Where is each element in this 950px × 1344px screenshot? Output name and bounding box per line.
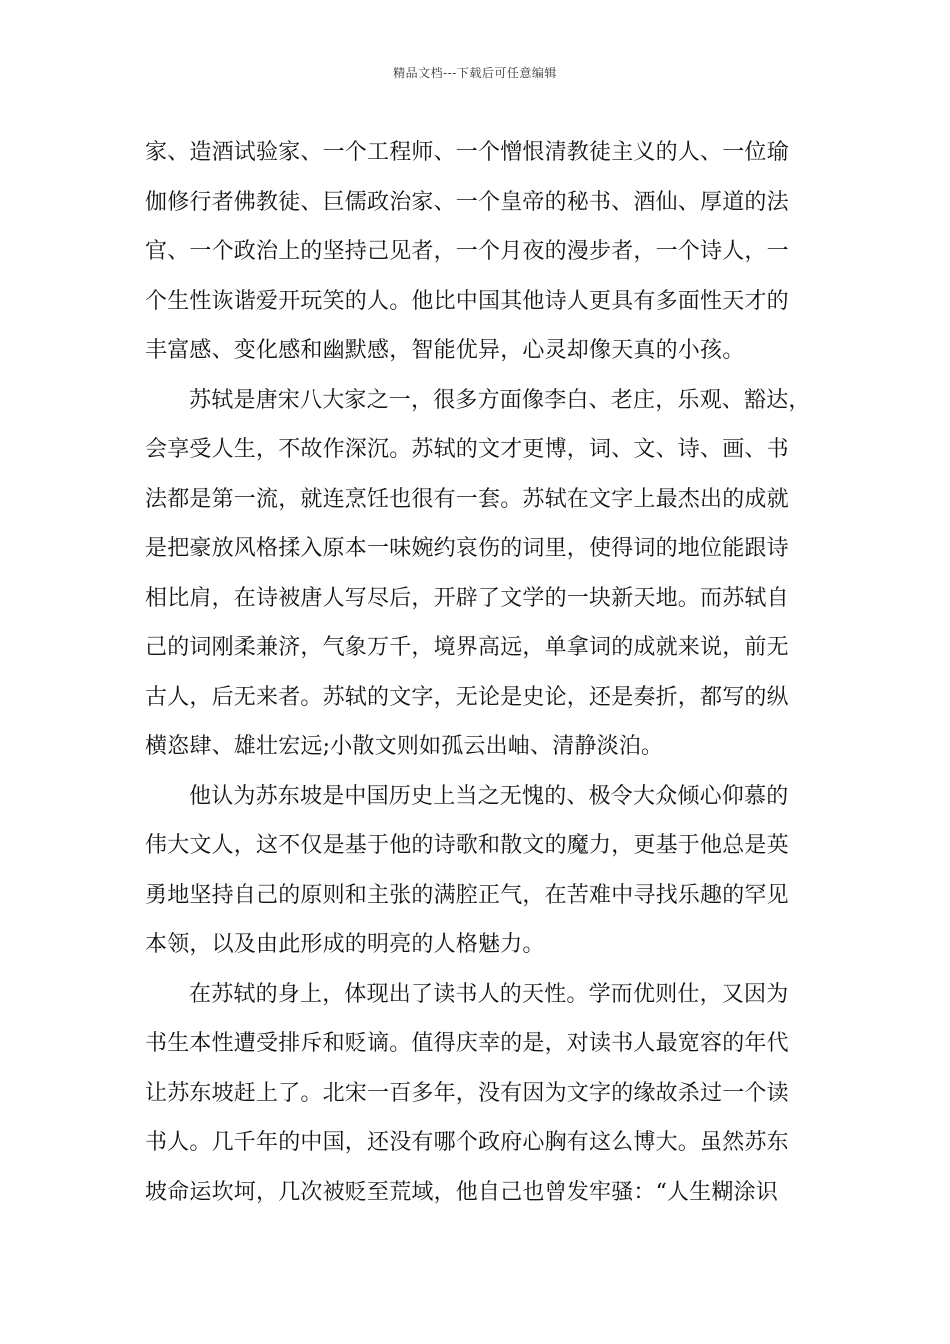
text-line: 家、造酒试验家、一个工程师、一个憎恨清教徒主义的人、一位瑜: [145, 140, 789, 165]
text-line: 古人，后无来者。苏轼的文字，无论是史论，还是奏折，都写的纵: [145, 684, 789, 710]
text-line: 伽修行者佛教徒、巨儒政治家、一个皇帝的秘书、酒仙、厚道的法: [145, 189, 789, 215]
text-line: 法都是第一流，就连烹饪也很有一套。苏轼在文字上最杰出的成就: [145, 486, 789, 512]
text-line: 书生本性遭受排斥和贬谪。值得庆幸的是，对读书人最宽容的年代: [145, 1031, 789, 1056]
text-line: 书人。几千年的中国，还没有哪个政府心胸有这么博大。虽然苏东: [145, 1130, 789, 1155]
text-line: 横恣肆、雄壮宏远;小散文则如孤云出岫、清静淡泊。: [145, 734, 664, 759]
text-line: 相比肩，在诗被唐人写尽后，开辟了文学的一块新天地。而苏轼自: [145, 585, 789, 611]
text-line: 丰富感、变化感和幽默感，智能优异，心灵却像天真的小孩。: [145, 338, 745, 363]
text-line: 是把豪放风格揉入原本一味婉约哀伤的词里，使得词的地位能跟诗: [145, 536, 789, 561]
text-line: 伟大文人，这不仅是基于他的诗歌和散文的魔力，更基于他总是英: [145, 833, 789, 858]
text-line: 官、一个政治上的坚持己见者，一个月夜的漫步者，一个诗人，一: [145, 239, 789, 264]
text-line: 会享受人生，不故作深沉。苏轼的文才更博，词、文、诗、画、书: [145, 437, 789, 462]
page-header: 精品文档---下载后可任意编辑: [393, 66, 557, 80]
paragraph: [145, 376, 811, 772]
document-body: [145, 128, 811, 1217]
text-line: 他认为苏东坡是中国历史上当之无愧的、极令大众倾心仰慕的: [189, 783, 789, 809]
text-line: 己的词刚柔兼济，气象万千，境界高远，单拿词的成就来说，前无: [145, 635, 789, 660]
paragraph: [145, 128, 807, 376]
paragraph: [145, 772, 807, 970]
text-line: 坡命运坎坷，几次被贬至荒域，他自己也曾发牢骚：“人生糊涂识: [145, 1179, 779, 1205]
text-line: 本领，以及由此形成的明亮的人格魅力。: [145, 932, 545, 957]
text-line: 在苏轼的身上，体现出了读书人的天性。学而优则仕，又因为: [189, 981, 789, 1007]
text-line: 苏轼是唐宋八大家之一，很多方面像李白、老庄，乐观、豁达，: [189, 387, 811, 413]
text-line: 让苏东坡赶上了。北宋一百多年，没有因为文字的缘故杀过一个读: [145, 1080, 789, 1106]
text-line: 个生性诙谐爱开玩笑的人。他比中国其他诗人更具有多面性天才的: [145, 288, 789, 314]
text-line: 勇地坚持自己的原则和主张的满腔正气，在苦难中寻找乐趣的罕见: [145, 882, 789, 908]
paragraph: [145, 970, 807, 1218]
